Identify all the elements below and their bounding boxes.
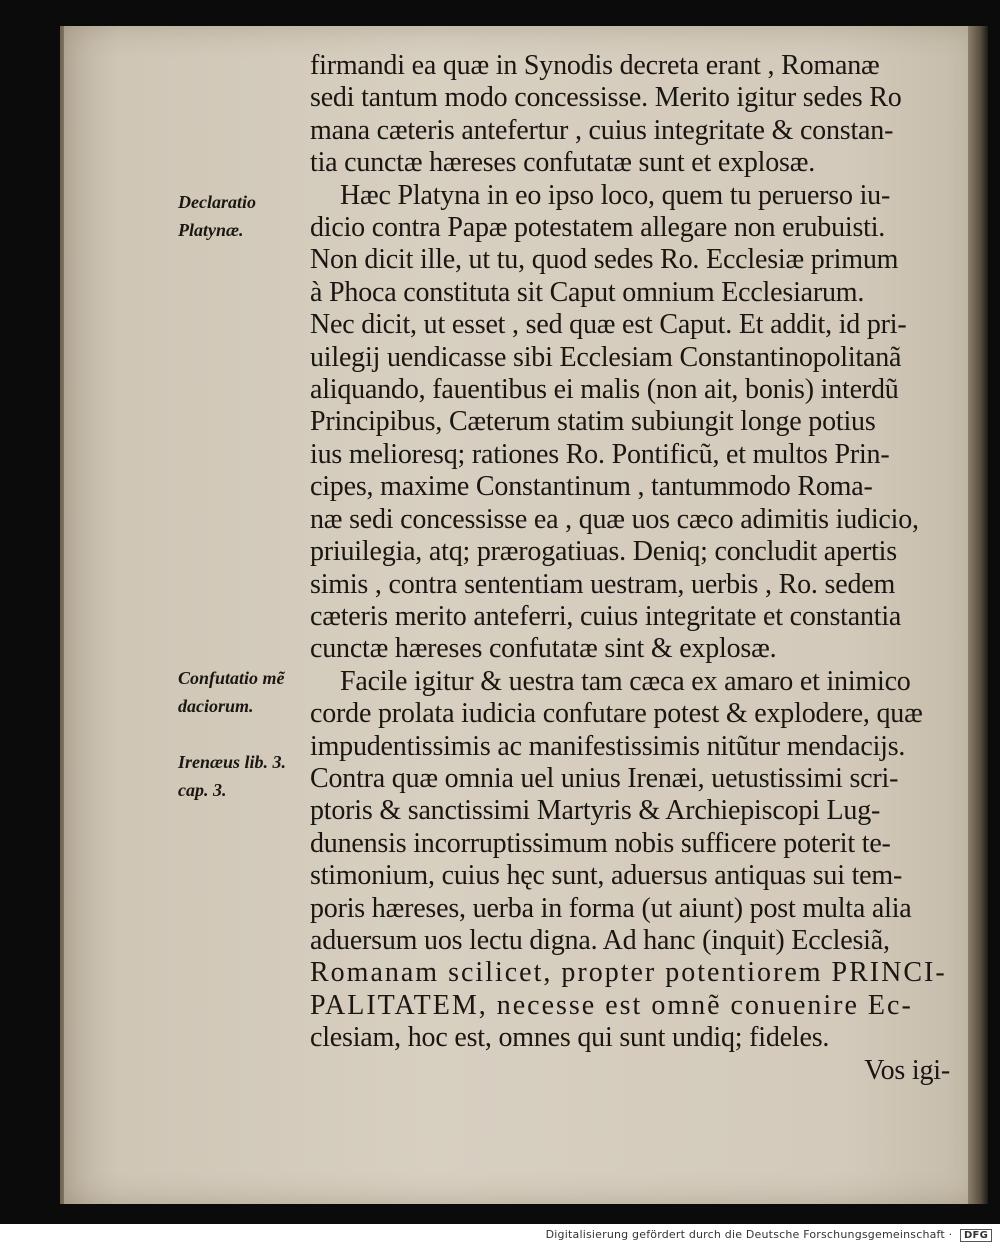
text-line: firmandi ea quæ in Synodis decreta erant , Romanæ [310, 50, 880, 81]
margin-note-line: Confutatio mẽ [178, 668, 285, 688]
text-line: ptoris & sanctissimi Martyris & Archiepiscopi Lug- [310, 795, 881, 827]
text-line: stimonium, cuius hęc sunt, aduersus antiquas sui tem- [310, 860, 903, 892]
digitization-footer [0, 1224, 1000, 1248]
text-line: dunensis incorruptissimum nobis sufficere poterit te- [310, 827, 891, 859]
text-line: impudentissimis ac manifestissimis nitũtur mendacijs. [310, 730, 906, 762]
text-line: Romanam scilicet, propter potentiorem PRINCI- [310, 957, 947, 989]
text-line: næ sedi concessisse ea , quæ uos cæco adimitis iudicio, [310, 503, 919, 535]
margin-note-line: Declaratio [178, 192, 256, 212]
text-line: cipes, maxime Constantinum , tantummodo Roma- [310, 471, 873, 503]
catchword: Vos igi- [864, 1054, 950, 1086]
text-line: aduersum uos lectu digna. Ad hanc (inquit) Ecclesiã, [310, 924, 890, 956]
text-line: poris hæreses, uerba in forma (ut aiunt) post multa alia [310, 892, 912, 924]
margin-note-declaratio [178, 188, 308, 244]
text-line: ius melioresq; rationes Ro. Pontificũ, et multos Prin- [310, 438, 890, 470]
text-line: tia cunctæ hæreses confutatæ sunt et explosæ. [310, 147, 816, 179]
text-line: mana cæteris antefertur , cuius integritate & constan- [310, 114, 894, 146]
text-line: Principibus, Cæterum statim subiungit longe potius [310, 406, 876, 438]
text-line: clesiam, hoc est, omnes qui sunt undiq; fideles. [310, 1022, 830, 1054]
margin-note-irenaeus [178, 748, 308, 804]
dfg-logo: DFG [960, 1229, 992, 1242]
text-line: cæteris merito anteferri, cuius integritate et constantia [310, 600, 902, 632]
text-line: Non dicit ille, ut tu, quod sedes Ro. Ecclesiæ primum [310, 244, 899, 276]
footer-credit [546, 1228, 992, 1242]
text-line: Hæc Platyna in eo ipso loco, quem tu peruerso iu- [340, 179, 891, 211]
text-line: uilegij uendicasse sibi Ecclesiam Constantinopolitanã [310, 341, 902, 373]
margin-note-line: cap. 3. [178, 780, 227, 800]
text-line: cunctæ hæreses confutatæ sint & explosæ. [310, 633, 777, 665]
margin-note-line: Platynæ. [178, 220, 244, 240]
text-line: aliquando, fauentibus ei malis (non ait, bonis) interdũ [310, 374, 899, 406]
text-line: Facile igitur & uestra tam cæca ex amaro et inimico [340, 665, 911, 697]
margin-note-confutatio [178, 664, 308, 720]
margin-note-line: daciorum. [178, 696, 254, 716]
page-right-edge [968, 26, 988, 1204]
text-line: à Phoca constituta sit Caput omnium Ecclesiarum. [310, 276, 865, 308]
margin-note-line: Irenæus lib. 3. [178, 752, 287, 772]
text-line: simis , contra sententiam uestram, uerbis , Ro. sedem [310, 568, 896, 600]
text-line: sedi tantum modo concessisse. Merito igitur sedes Ro [310, 82, 902, 114]
text-line: dicio contra Papæ potestatem allegare non erubuisti. [310, 212, 886, 244]
body-text [310, 50, 960, 1087]
text-line: Contra quæ omnia uel unius Irenæi, uetustissimi scri- [310, 762, 899, 794]
text-line: priuilegia, atq; prærogatiuas. Deniq; concludit apertis [310, 536, 897, 568]
text-line: Nec dicit, ut esset , sed quæ est Caput. Et addit, id pri- [310, 309, 907, 341]
text-line: corde prolata iudicia confutare potest & explodere, quæ [310, 698, 923, 730]
text-line: PALITATEM, necesse est omnẽ conuenire Ec- [310, 989, 913, 1021]
footer-credit-text: Digitalisierung gefördert durch die Deutsche Forschungsgemeinschaft · [545, 1228, 953, 1241]
